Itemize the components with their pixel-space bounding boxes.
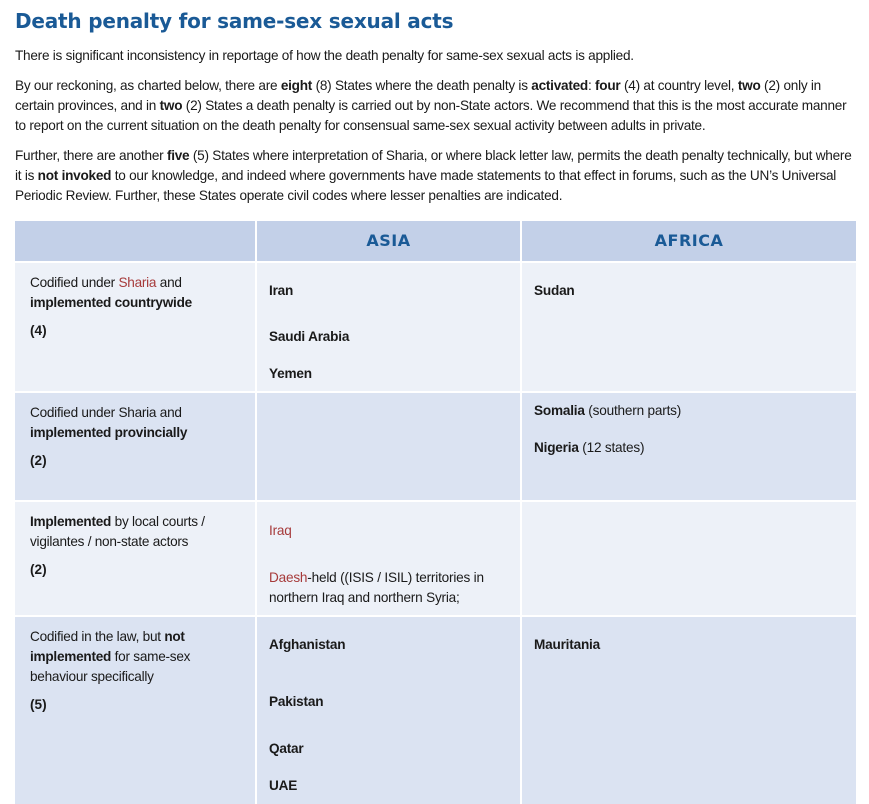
country-iran: Iran xyxy=(269,283,294,298)
country-uae: UAE xyxy=(269,778,298,793)
reckoning-paragraph: By our reckoning, as charted below, there are eight (8) States where the death penalty is activated: four (4) at country level, two (2) only in certain provinces, and in two (2) States a death penalty is carried out by non-State actors. We recommend that this is the most accurate manner to report on the current situation on the death penalty for consensual same-sex sexual activity between adults in private. xyxy=(15,78,847,133)
row-label-not-implemented: Codified in the law, but not implemented for same-sex behaviour specifically (5) xyxy=(15,617,255,804)
country-afghanistan: Afghanistan xyxy=(269,637,346,652)
page-title: Death penalty for same-sex sexual acts xyxy=(15,9,454,33)
row-label-provincially: Codified under Sharia and implemented provincially (2) xyxy=(15,393,255,500)
table-header-asia: ASIA xyxy=(257,221,520,261)
table-header-blank xyxy=(15,221,255,261)
row-count: (4) xyxy=(30,323,47,338)
table-header-africa: AFRICA xyxy=(522,221,856,261)
africa-non-state-cell xyxy=(522,502,856,615)
country-nigeria: Nigeria (12 states) xyxy=(534,440,645,455)
asia-provincially-cell xyxy=(257,393,520,500)
country-mauritania: Mauritania xyxy=(534,637,600,652)
asia-non-state-cell xyxy=(257,502,520,615)
row-count: (5) xyxy=(30,697,47,712)
africa-provincially-cell xyxy=(522,393,856,500)
country-yemen: Yemen xyxy=(269,366,312,381)
country-qatar: Qatar xyxy=(269,741,304,756)
intro-paragraph: There is significant inconsistency in reportage of how the death penalty for same-sex sexual acts is applied. xyxy=(15,48,634,63)
row-count: (2) xyxy=(30,562,47,577)
country-somalia: Somalia (southern parts) xyxy=(534,403,682,418)
further-paragraph: Further, there are another five (5) States where interpretation of Sharia, or where black letter law, permits the death penalty technically, but where it is not invoked to our knowledge, and indeed where governments have made statements to that effect in forums, such as the UN’s Universal Periodic Review. Further, these States operate civil codes where lesser penalties are indicated. xyxy=(15,148,852,203)
row-label-non-state: Implemented by local courts / vigilantes / non-state actors (2) xyxy=(15,502,255,615)
row-label-countrywide: Codified under Sharia and implemented countrywide (4) xyxy=(15,263,255,391)
row-count: (2) xyxy=(30,453,47,468)
daesh-territories: Daesh-held ((ISIS / ISIL) territories in northern Iraq and northern Syria; xyxy=(269,570,484,605)
africa-not-implemented-cell xyxy=(522,617,856,804)
country-sudan: Sudan xyxy=(534,283,575,298)
africa-countrywide-cell xyxy=(522,263,856,391)
country-pakistan: Pakistan xyxy=(269,694,324,709)
death-penalty-table xyxy=(15,221,856,804)
country-saudi-arabia: Saudi Arabia xyxy=(269,329,350,344)
asia-not-implemented-cell xyxy=(257,617,520,804)
asia-countrywide-cell xyxy=(257,263,520,391)
country-iraq: Iraq xyxy=(269,523,292,538)
